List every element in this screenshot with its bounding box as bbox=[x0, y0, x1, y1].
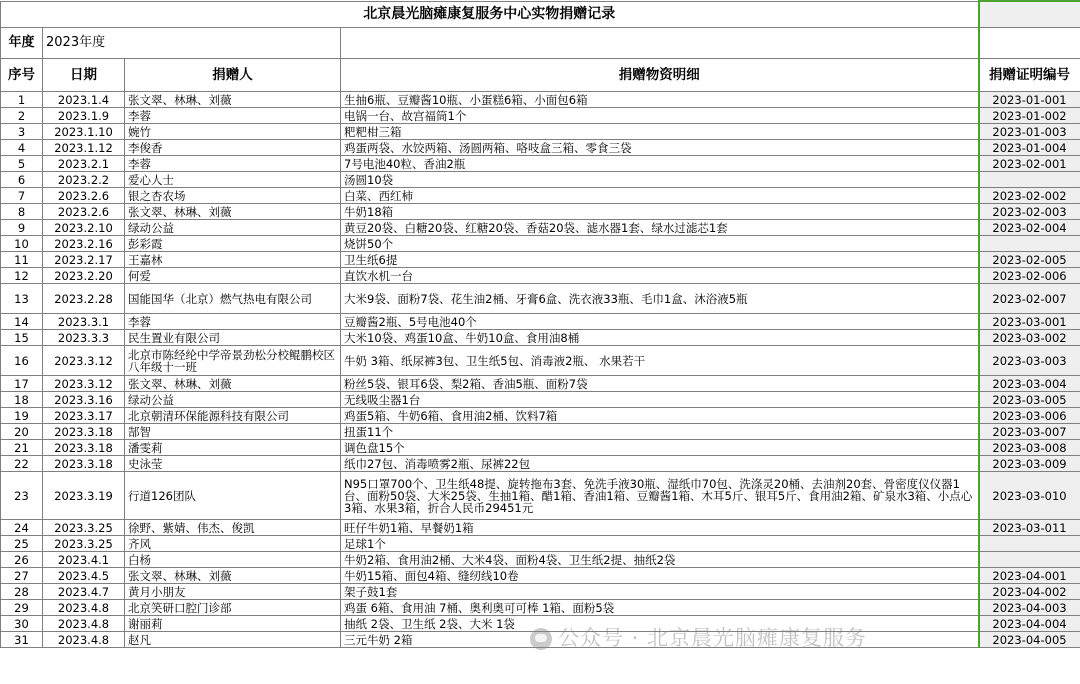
cell-date[interactable]: 2023.3.17 bbox=[43, 408, 125, 424]
header-seq[interactable]: 序号 bbox=[1, 59, 43, 92]
cell-cert[interactable]: 2023-03-002 bbox=[979, 330, 1080, 346]
cell-detail[interactable]: 电锅一台、故宫福筒1个 bbox=[341, 108, 979, 124]
cell-date[interactable]: 2023.3.16 bbox=[43, 392, 125, 408]
cell-seq[interactable]: 1 bbox=[1, 92, 43, 108]
year-cert-cell[interactable] bbox=[979, 28, 1080, 59]
cell-date[interactable]: 2023.3.25 bbox=[43, 520, 125, 536]
cell-donor[interactable]: 王嘉林 bbox=[125, 252, 341, 268]
table-row bbox=[1, 172, 1080, 188]
cell-date[interactable]: 2023.3.12 bbox=[43, 376, 125, 392]
cell-donor[interactable]: 张文翠、林琳、刘薇 bbox=[125, 92, 341, 108]
cell-seq[interactable]: 22 bbox=[1, 456, 43, 472]
cell-date[interactable]: 2023.1.9 bbox=[43, 108, 125, 124]
cell-donor[interactable]: 民生置业有限公司 bbox=[125, 330, 341, 346]
cell-detail[interactable]: 旺仔牛奶1箱、早餐奶1箱 bbox=[341, 520, 979, 536]
cell-date[interactable]: 2023.3.19 bbox=[43, 472, 125, 520]
cell-detail[interactable]: 三元牛奶 2箱 bbox=[341, 632, 979, 648]
cell-cert[interactable]: 2023-04-002 bbox=[979, 584, 1080, 600]
cell-cert[interactable] bbox=[979, 236, 1080, 252]
year-value[interactable]: 2023年度 bbox=[43, 28, 341, 59]
cell-donor[interactable]: 何爱 bbox=[125, 268, 341, 284]
cell-date[interactable]: 2023.1.10 bbox=[43, 124, 125, 140]
cell-detail[interactable]: 鸡蛋5箱、牛奶6箱、食用油2桶、饮料7箱 bbox=[341, 408, 979, 424]
cell-seq[interactable]: 3 bbox=[1, 124, 43, 140]
cell-seq[interactable]: 29 bbox=[1, 600, 43, 616]
year-empty-cell[interactable] bbox=[341, 28, 979, 59]
cell-donor[interactable]: 北京朝清环保能源科技有限公司 bbox=[125, 408, 341, 424]
cell-detail[interactable]: N95口罩700个、卫生纸48提、旋转拖布3套、免洗手液30瓶、湿纸巾70包、洗涤灵20桶、去油剂20套、骨密度仪仪器1台、面粉50袋、大米25袋、生抽1箱、醋1箱、香油1箱、豆瓣酱1箱、木耳5斤、银耳5斤、食用油2箱、矿泉水3箱、小点心3箱、水果3箱，折合人民币29451元 bbox=[341, 472, 979, 520]
cell-date[interactable]: 2023.4.7 bbox=[43, 584, 125, 600]
cell-date[interactable]: 2023.2.20 bbox=[43, 268, 125, 284]
cell-detail[interactable]: 生抽6瓶、豆瓣酱10瓶、小蛋糕6箱、小面包6箱 bbox=[341, 92, 979, 108]
cell-seq[interactable]: 15 bbox=[1, 330, 43, 346]
table-row bbox=[1, 268, 1080, 284]
cell-date[interactable]: 2023.2.10 bbox=[43, 220, 125, 236]
table-row bbox=[1, 108, 1080, 124]
cell-donor[interactable]: 张文翠、林琳、刘薇 bbox=[125, 376, 341, 392]
cell-donor[interactable]: 张文翠、林琳、刘薇 bbox=[125, 204, 341, 220]
cell-detail[interactable]: 鸡蛋两袋、水饺两箱、汤圆两箱、咯吱盒三箱、零食三袋 bbox=[341, 140, 979, 156]
table-row bbox=[1, 392, 1080, 408]
cell-date[interactable]: 2023.2.16 bbox=[43, 236, 125, 252]
cell-date[interactable]: 2023.4.5 bbox=[43, 568, 125, 584]
cell-date[interactable]: 2023.2.6 bbox=[43, 204, 125, 220]
table-row bbox=[1, 346, 1080, 376]
cell-donor[interactable]: 李蓉 bbox=[125, 314, 341, 330]
table-row bbox=[1, 568, 1080, 584]
table-row bbox=[1, 220, 1080, 236]
cell-date[interactable]: 2023.4.8 bbox=[43, 616, 125, 632]
table-row bbox=[1, 140, 1080, 156]
cell-detail[interactable]: 大米9袋、面粉7袋、花生油2桶、牙膏6盒、洗衣液33瓶、毛巾1盒、沐浴液5瓶 bbox=[341, 284, 979, 314]
table-row bbox=[1, 252, 1080, 268]
cell-seq[interactable]: 20 bbox=[1, 424, 43, 440]
cell-cert[interactable]: 2023-02-001 bbox=[979, 156, 1080, 172]
cell-date[interactable]: 2023.4.8 bbox=[43, 632, 125, 648]
cell-donor[interactable]: 潘雯莉 bbox=[125, 440, 341, 456]
cell-cert[interactable]: 2023-02-006 bbox=[979, 268, 1080, 284]
cell-seq[interactable]: 25 bbox=[1, 536, 43, 552]
cell-cert[interactable]: 2023-01-004 bbox=[979, 140, 1080, 156]
cell-cert[interactable] bbox=[979, 172, 1080, 188]
header-donor[interactable]: 捐赠人 bbox=[125, 59, 341, 92]
cell-donor[interactable]: 李蓉 bbox=[125, 156, 341, 172]
cell-donor[interactable]: 徐野、紫婧、伟杰、俊凯 bbox=[125, 520, 341, 536]
cell-date[interactable]: 2023.3.12 bbox=[43, 346, 125, 376]
cell-donor[interactable]: 国能国华（北京）燃气热电有限公司 bbox=[125, 284, 341, 314]
cell-donor[interactable]: 婉竹 bbox=[125, 124, 341, 140]
cell-seq[interactable]: 17 bbox=[1, 376, 43, 392]
cell-detail[interactable]: 烧饼50个 bbox=[341, 236, 979, 252]
cell-donor[interactable]: 赵凡 bbox=[125, 632, 341, 648]
table-row bbox=[1, 376, 1080, 392]
watermark-text: 公众号 · 北京晨光脑瘫康复服务 bbox=[558, 626, 868, 650]
cell-donor[interactable]: 绿动公益 bbox=[125, 220, 341, 236]
cell-detail[interactable]: 鸡蛋 6箱、食用油 7桶、奥利奥可可棒 1箱、面粉5袋 bbox=[341, 600, 979, 616]
cell-seq[interactable]: 14 bbox=[1, 314, 43, 330]
cell-detail[interactable]: 架子鼓1套 bbox=[341, 584, 979, 600]
cell-seq[interactable]: 13 bbox=[1, 284, 43, 314]
cell-detail[interactable]: 粑粑柑三箱 bbox=[341, 124, 979, 140]
cell-donor[interactable]: 李蓉 bbox=[125, 108, 341, 124]
table-row bbox=[1, 124, 1080, 140]
cell-cert[interactable]: 2023-01-002 bbox=[979, 108, 1080, 124]
cell-donor[interactable]: 绿动公益 bbox=[125, 392, 341, 408]
cell-date[interactable]: 2023.3.18 bbox=[43, 424, 125, 440]
cell-detail[interactable]: 足球1个 bbox=[341, 536, 979, 552]
cell-cert[interactable]: 2023-03-001 bbox=[979, 314, 1080, 330]
title-cert-cell[interactable] bbox=[979, 1, 1080, 28]
cell-seq[interactable]: 23 bbox=[1, 472, 43, 520]
cell-donor[interactable]: 黄月小朋友 bbox=[125, 584, 341, 600]
table-row bbox=[1, 552, 1080, 568]
cell-cert[interactable]: 2023-02-004 bbox=[979, 220, 1080, 236]
cell-donor[interactable]: 银之杏农场 bbox=[125, 188, 341, 204]
table-row bbox=[1, 188, 1080, 204]
cell-donor[interactable]: 郜智 bbox=[125, 424, 341, 440]
cell-seq[interactable]: 31 bbox=[1, 632, 43, 648]
cell-detail[interactable]: 汤圆10袋 bbox=[341, 172, 979, 188]
cell-seq[interactable]: 2 bbox=[1, 108, 43, 124]
cell-cert[interactable]: 2023-04-001 bbox=[979, 568, 1080, 584]
cell-cert[interactable]: 2023-04-005 bbox=[979, 632, 1080, 648]
cell-donor[interactable]: 谢丽莉 bbox=[125, 616, 341, 632]
table-row bbox=[1, 156, 1080, 172]
table-row bbox=[1, 536, 1080, 552]
table-row bbox=[1, 314, 1080, 330]
cell-seq[interactable]: 30 bbox=[1, 616, 43, 632]
cell-cert[interactable]: 2023-02-002 bbox=[979, 188, 1080, 204]
table-row bbox=[1, 424, 1080, 440]
table-row bbox=[1, 472, 1080, 520]
sheet-title[interactable]: 北京晨光脑瘫康复服务中心实物捐赠记录 bbox=[1, 1, 979, 28]
table-row bbox=[1, 632, 1080, 648]
cell-detail[interactable]: 粉丝5袋、银耳6袋、梨2箱、香油5瓶、面粉7袋 bbox=[341, 376, 979, 392]
cell-seq[interactable]: 9 bbox=[1, 220, 43, 236]
cell-detail[interactable]: 豆瓣酱2瓶、5号电池40个 bbox=[341, 314, 979, 330]
cell-date[interactable]: 2023.3.3 bbox=[43, 330, 125, 346]
cell-cert[interactable]: 2023-02-003 bbox=[979, 204, 1080, 220]
cell-cert[interactable]: 2023-03-010 bbox=[979, 472, 1080, 520]
table-row bbox=[1, 616, 1080, 632]
cell-date[interactable]: 2023.3.18 bbox=[43, 440, 125, 456]
table-row bbox=[1, 204, 1080, 220]
cell-cert[interactable]: 2023-03-007 bbox=[979, 424, 1080, 440]
cell-date[interactable]: 2023.4.8 bbox=[43, 600, 125, 616]
cell-detail[interactable]: 牛奶15箱、面包4箱、缝纫线10卷 bbox=[341, 568, 979, 584]
table-row bbox=[1, 408, 1080, 424]
cell-cert[interactable]: 2023-03-006 bbox=[979, 408, 1080, 424]
cell-date[interactable]: 2023.1.4 bbox=[43, 92, 125, 108]
cell-seq[interactable]: 21 bbox=[1, 440, 43, 456]
header-date[interactable]: 日期 bbox=[43, 59, 125, 92]
cell-donor[interactable]: 北京市陈经纶中学帝景劲松分校鲲鹏校区八年级十一班 bbox=[125, 346, 341, 376]
cell-detail[interactable]: 牛奶 3箱、纸尿裤3包、卫生纸5包、消毒液2瓶、 水果若干 bbox=[341, 346, 979, 376]
cell-date[interactable]: 2023.3.25 bbox=[43, 536, 125, 552]
header-detail[interactable]: 捐赠物资明细 bbox=[341, 59, 979, 92]
cell-date[interactable]: 2023.2.1 bbox=[43, 156, 125, 172]
cell-donor[interactable]: 白杨 bbox=[125, 552, 341, 568]
table-row bbox=[1, 92, 1080, 108]
table-row bbox=[1, 584, 1080, 600]
table-row bbox=[1, 330, 1080, 346]
year-label[interactable]: 年度 bbox=[1, 28, 43, 59]
cell-cert[interactable]: 2023-03-004 bbox=[979, 376, 1080, 392]
table-row bbox=[1, 456, 1080, 472]
cell-donor[interactable]: 行道126团队 bbox=[125, 472, 341, 520]
cell-cert[interactable]: 2023-02-005 bbox=[979, 252, 1080, 268]
cell-seq[interactable]: 24 bbox=[1, 520, 43, 536]
cell-donor[interactable]: 张文翠、林琳、刘薇 bbox=[125, 568, 341, 584]
cell-date[interactable]: 2023.2.6 bbox=[43, 188, 125, 204]
cell-donor[interactable]: 史泳莹 bbox=[125, 456, 341, 472]
cell-detail[interactable]: 纸巾27包、消毒喷雾2瓶、尿裤22包 bbox=[341, 456, 979, 472]
cell-donor[interactable]: 北京笑研口腔门诊部 bbox=[125, 600, 341, 616]
header-cert[interactable]: 捐赠证明编号 bbox=[979, 59, 1080, 92]
cell-detail[interactable]: 无线吸尘器1台 bbox=[341, 392, 979, 408]
cell-detail[interactable]: 牛奶2箱、食用油2桶、大米4袋、面粉4袋、卫生纸2提、抽纸2袋 bbox=[341, 552, 979, 568]
cell-date[interactable]: 2023.2.28 bbox=[43, 284, 125, 314]
cell-seq[interactable]: 5 bbox=[1, 156, 43, 172]
cell-date[interactable]: 2023.1.12 bbox=[43, 140, 125, 156]
table-row bbox=[1, 600, 1080, 616]
cell-seq[interactable]: 10 bbox=[1, 236, 43, 252]
cell-date[interactable]: 2023.2.2 bbox=[43, 172, 125, 188]
cell-cert[interactable]: 2023-04-004 bbox=[979, 616, 1080, 632]
cell-seq[interactable]: 6 bbox=[1, 172, 43, 188]
cell-seq[interactable]: 27 bbox=[1, 568, 43, 584]
cell-cert[interactable]: 2023-01-003 bbox=[979, 124, 1080, 140]
cell-donor[interactable]: 彭彩霞 bbox=[125, 236, 341, 252]
cell-seq[interactable]: 4 bbox=[1, 140, 43, 156]
cell-seq[interactable]: 19 bbox=[1, 408, 43, 424]
cell-seq[interactable]: 18 bbox=[1, 392, 43, 408]
cell-seq[interactable]: 8 bbox=[1, 204, 43, 220]
cell-date[interactable]: 2023.2.17 bbox=[43, 252, 125, 268]
cell-cert[interactable]: 2023-02-007 bbox=[979, 284, 1080, 314]
cell-donor[interactable]: 李俊香 bbox=[125, 140, 341, 156]
cell-date[interactable]: 2023.4.1 bbox=[43, 552, 125, 568]
cell-cert[interactable]: 2023-04-003 bbox=[979, 600, 1080, 616]
cell-detail[interactable]: 牛奶18箱 bbox=[341, 204, 979, 220]
cell-cert[interactable] bbox=[979, 536, 1080, 552]
table-row bbox=[1, 520, 1080, 536]
cell-seq[interactable]: 28 bbox=[1, 584, 43, 600]
cell-seq[interactable]: 26 bbox=[1, 552, 43, 568]
cell-detail[interactable]: 调色盘15个 bbox=[341, 440, 979, 456]
cell-donor[interactable]: 齐风 bbox=[125, 536, 341, 552]
cell-seq[interactable]: 12 bbox=[1, 268, 43, 284]
cell-detail[interactable]: 抽纸 2袋、卫生纸 2袋、大米 1袋 bbox=[341, 616, 979, 632]
cell-detail[interactable]: 卫生纸6提 bbox=[341, 252, 979, 268]
cell-date[interactable]: 2023.3.18 bbox=[43, 456, 125, 472]
cell-detail[interactable]: 大米10袋、鸡蛋10盒、牛奶10盒、食用油8桶 bbox=[341, 330, 979, 346]
cell-seq[interactable]: 7 bbox=[1, 188, 43, 204]
cell-cert[interactable] bbox=[979, 552, 1080, 568]
table-row bbox=[1, 440, 1080, 456]
table-row bbox=[1, 236, 1080, 252]
cell-detail[interactable]: 黄豆20袋、白糖20袋、红糖20袋、香菇20袋、滤水器1套、绿水过滤芯1套 bbox=[341, 220, 979, 236]
cell-cert[interactable]: 2023-01-001 bbox=[979, 92, 1080, 108]
cell-cert[interactable]: 2023-03-008 bbox=[979, 440, 1080, 456]
cell-seq[interactable]: 16 bbox=[1, 346, 43, 376]
cell-cert[interactable]: 2023-03-003 bbox=[979, 346, 1080, 376]
cell-detail[interactable]: 白菜、西红柿 bbox=[341, 188, 979, 204]
cell-cert[interactable]: 2023-03-009 bbox=[979, 456, 1080, 472]
cell-date[interactable]: 2023.3.1 bbox=[43, 314, 125, 330]
cell-donor[interactable]: 爱心人士 bbox=[125, 172, 341, 188]
cell-detail[interactable]: 7号电池40粒、香油2瓶 bbox=[341, 156, 979, 172]
cell-detail[interactable]: 扭蛋11个 bbox=[341, 424, 979, 440]
cell-cert[interactable]: 2023-03-011 bbox=[979, 520, 1080, 536]
table-row bbox=[1, 284, 1080, 314]
cell-detail[interactable]: 直饮水机一台 bbox=[341, 268, 979, 284]
cell-seq[interactable]: 11 bbox=[1, 252, 43, 268]
cell-cert[interactable]: 2023-03-005 bbox=[979, 392, 1080, 408]
